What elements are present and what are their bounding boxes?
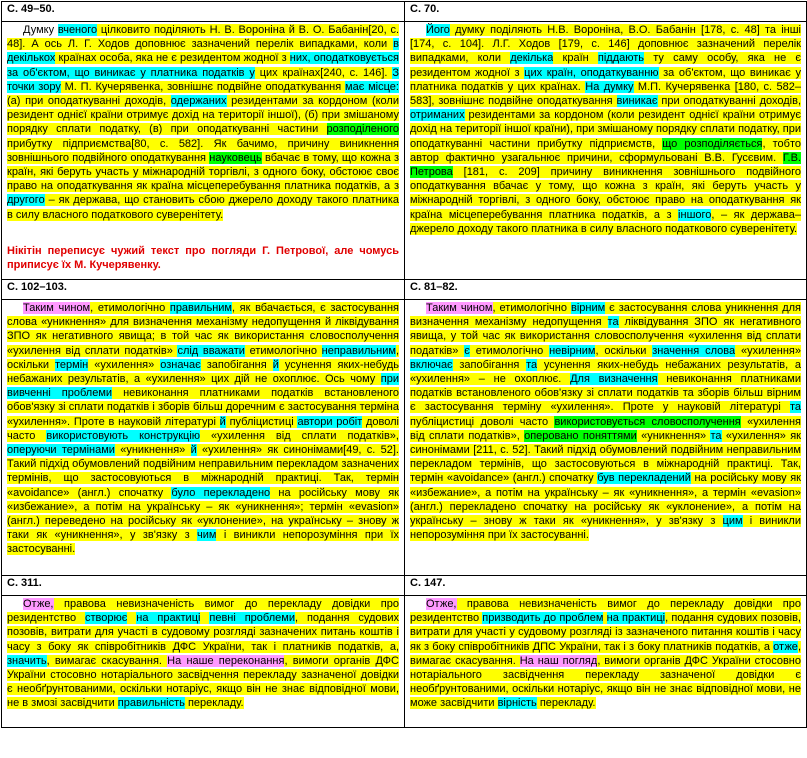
text-segment: (а) при оподаткуванні доходів, xyxy=(7,95,171,108)
text-segment: був перекладений xyxy=(597,472,691,485)
row3-right-page-ref: С. 147. xyxy=(405,576,807,596)
text-segment: значить xyxy=(7,654,47,667)
text-segment: і виникли непорозуміння при їх застосуванні. xyxy=(410,515,801,542)
text-segment: автори робіт xyxy=(297,415,363,428)
text-segment: Таким чином xyxy=(23,302,91,314)
text-segment: «ухилення» xyxy=(735,344,801,357)
text-segment: одержаних xyxy=(170,95,227,108)
text-segment: Для визначення xyxy=(570,373,658,386)
content-row-1 xyxy=(2,22,807,280)
text-segment: , оскільки xyxy=(7,344,399,371)
text-segment: правильним xyxy=(169,302,232,314)
text-segment: на російську мову як «избежание», а потім на українську – як «уникнення», а термін «evasion» (англ.) перекладено спочатку на російську як «уклонение», а потім на українську – знову ж таки як «уникнення», у зв'язку з xyxy=(410,472,801,528)
text-segment: неправильним xyxy=(321,344,396,357)
text-segment: , вимоги органів ДФС України стосовно нотаріального засвідчення перекладу зазначеної довідки є необґрунтованими, оскільки нотаріус, якщо він не знає відповідної мови, не в змозі засвідчити xyxy=(7,654,399,710)
row3-left-text xyxy=(7,597,399,711)
text-segment: , вимоги органів ДФС України стосовно нотаріального засвідчення перекладу зазначеної довідки є необґрунтованими, оскільки нотаріус, якщо він не знає відповідної мови, не може засвідчити xyxy=(410,654,801,710)
text-segment: «ухилення від сплати податків», xyxy=(410,415,801,442)
text-segment: запобігання xyxy=(452,358,527,371)
text-segment: країнах особа, яка не є резидентом жодної з xyxy=(55,52,290,65)
row2-left-page-ref: С. 102–103. xyxy=(2,280,405,300)
text-segment: М. П. Кучерявенка, зовнішнє подвійне оподаткування xyxy=(60,80,346,93)
text-segment: декілька xyxy=(510,52,554,65)
comparison-table xyxy=(1,1,807,728)
text-segment: виникає xyxy=(616,95,658,108)
text-segment: оперовано поняттями xyxy=(524,429,637,442)
text-segment: , вимагає скасування. xyxy=(410,640,801,667)
row3-left-cell xyxy=(2,596,405,728)
text-segment: етимологічно xyxy=(244,344,322,357)
row1-left-cell xyxy=(2,22,405,280)
text-segment: На наш погляд xyxy=(519,654,598,667)
text-segment: оперуючи термінами xyxy=(7,444,115,457)
text-segment: слід вважати xyxy=(177,344,245,357)
text-segment: ту саму особу, яка не є резидентом жодної з xyxy=(410,52,802,79)
text-segment: Таким чином xyxy=(426,302,493,314)
text-segment: вірним xyxy=(570,302,606,314)
text-segment: на практиці xyxy=(606,612,666,625)
text-segment: З точки зору xyxy=(7,66,399,93)
text-segment: Г.В. Петрова xyxy=(410,151,801,179)
text-segment: цим xyxy=(722,515,743,528)
header-row-3 xyxy=(2,576,807,596)
text-segment: , етимологічно xyxy=(492,302,571,314)
text-segment: цих країнах[240, с. 146]. xyxy=(254,66,393,79)
text-segment: , подання судових позовів, витрати для участі у судовому розгляді із зазначеного питання коштів і часу як з боку співробітників ДПС України, так і з боку платників податків, а xyxy=(410,612,801,653)
text-segment: , як вбачається, є застосування слова «уникнення» для визначення механізму недопущення й ліквідування ЗПО як негативного явища; в той час як використання словосполучення «ухилення від сплати податків» xyxy=(7,302,399,357)
text-segment: невиконання платниками податків встановленого обов'язку зі сплати податків і зборів більш доречним є застосування термінa «ухилення». Проте в науковій літературі xyxy=(7,387,400,428)
text-segment: , тобто автор фактично узагальнює причини, сформульовані В.В. Гусєвим. xyxy=(410,137,801,164)
header-row-1 xyxy=(2,2,807,22)
row3-right-cell xyxy=(405,596,807,728)
content-row-2 xyxy=(2,300,807,576)
text-segment: правова невизначеність вимог до перекладу довідки про резидентство xyxy=(7,598,399,625)
text-segment: має місце: xyxy=(345,80,399,93)
text-segment: цих країн, оподаткуванню xyxy=(524,66,659,79)
text-segment: на російську мову як «избежание», а потім на українську – як «уникнення»; термін «evasion» (англ.) переведено на російську як «уклонение», на українську – знову ж таки як «уникнення», у зв'язку з xyxy=(7,486,399,542)
row1-right-text xyxy=(410,23,801,236)
text-segment: правова невизначеність вимог до перекладу довідки про резидентство xyxy=(410,598,801,625)
text-segment: думку поділяють Н.В. Вороніна, В.О. Бабанін [178, с. 48] та інші [174, с. 104]. Л.Г. Ходов [179, с. 146] доповнює зазначений перелік випадками, коли xyxy=(410,24,801,65)
text-segment: запобігання xyxy=(200,358,273,371)
text-segment: призводить до проблем xyxy=(482,612,604,625)
text-segment: , – як держава–джерело доходу такого платника в силу власного податкового суверенітету. xyxy=(410,208,801,235)
text-segment: На думку xyxy=(585,80,634,93)
text-segment: певні проблеми xyxy=(209,612,295,625)
text-segment: і виникли непорозуміння при їх застосуванні. xyxy=(7,529,400,556)
row1-left-text xyxy=(7,23,399,222)
text-segment: перекладу. xyxy=(184,697,244,710)
text-segment: Думку xyxy=(23,24,58,36)
text-segment: значення слова xyxy=(652,344,736,357)
text-segment: що розподіляється xyxy=(662,137,763,150)
text-segment: є xyxy=(464,344,470,357)
text-segment: використовують конструкцію xyxy=(46,429,201,442)
text-segment: «ухилення» xyxy=(88,358,161,371)
plagiarism-note: Нікітін переписує чужий текст про погляди Г. Петрової, але чомусь приписує їх М. Кучерявенку. xyxy=(7,244,399,272)
text-segment: , етимологічно xyxy=(90,302,170,314)
text-segment xyxy=(127,612,136,624)
text-segment: прибутку підприємства[80, с. 582]. Як бачимо, причину виникнення зовнішнього подвійного оподаткування xyxy=(7,137,399,164)
text-segment: М.П. Кучерявенка [180, с. 582–583], зовнішнє подвійне оподаткування xyxy=(410,80,801,108)
text-segment: усунення яких-небудь небажаних результатів, а «ухилення» – не охоплює. xyxy=(410,358,801,386)
text-segment: термін xyxy=(54,358,89,371)
text-segment: Отже, xyxy=(426,598,457,610)
row1-right-cell xyxy=(405,22,807,280)
text-segment: , вимагає скасування. xyxy=(46,654,168,667)
text-segment: «ухилення» як синонімами [211, с. 52]. Такий підхід обумовлений подвійним неправильним перекладом термінів, що застосовуються в міжнародній практиці. Так, термін «avoidance» (англ.) спочатку xyxy=(410,429,801,485)
text-segment: включає xyxy=(410,358,453,371)
text-segment: використовується словосполучення xyxy=(554,415,741,428)
text-segment: отже xyxy=(773,640,798,653)
text-segment: другого xyxy=(7,194,45,207)
content-row-3 xyxy=(2,596,807,728)
text-segment: країн xyxy=(553,52,598,65)
text-segment: й xyxy=(219,415,226,428)
text-segment: ліквідування ЗПО як негативного явища, у той час як використання словосполучення «ухилення від сплати податків» xyxy=(410,316,802,357)
text-segment: «уникнення» xyxy=(636,429,711,442)
text-segment: «ухилення» як синонімами[49, с. 52]. Такий підхід обумовлений подвійним неправильним перекладом зазначених термінів, що застосовуються в міжнародній практиці. Так, термін «avoidance» (англ.) спочатку xyxy=(7,444,399,499)
text-segment: , подання судових позовів, витрати для участі в судовому розгляді зазначених питань коштів і часу з боку як співробітників ДФС України, так і платників податків, а, xyxy=(7,612,399,653)
text-segment: перекладу. xyxy=(536,697,596,710)
text-segment: «уникнення» xyxy=(114,444,191,457)
text-segment: та xyxy=(526,358,538,371)
text-segment: Його xyxy=(426,24,450,36)
text-segment: невиконання платниками податків встановленого обов'язку зі сплати податків та зборів більш вірним є застосування терміну «ухилення». Проте у науковій літературі xyxy=(410,373,801,414)
row2-left-text xyxy=(7,301,399,557)
text-segment: розподіленого xyxy=(326,123,399,136)
text-segment: цілковито поділяють Н. В. Вороніна й В. О. Бабанін[20, с. 48]. А ось Л. Г. Ходов доповнює зазначений перелік випадками, коли xyxy=(7,24,400,51)
text-segment: Отже, xyxy=(23,598,54,610)
text-segment: «ухилення від сплати податків», xyxy=(200,429,399,442)
text-segment: вченого xyxy=(57,24,98,36)
header-row-2 xyxy=(2,280,807,300)
text-segment: й xyxy=(190,444,197,457)
text-segment: за об'єктом, що виникає у платника податків у цих країнах. xyxy=(410,66,801,93)
text-segment: отриманих xyxy=(410,109,465,122)
text-segment: було перекладено xyxy=(171,486,271,499)
text-segment: резидентами за кордоном (коли резидент однієї країни отримує дохід на території іншої країни), при змішаному порядку сплати податку, при оподаткуванні частини прибутку підприємств, xyxy=(410,109,801,150)
text-segment: піддають xyxy=(597,52,645,65)
text-segment: доволі часто xyxy=(7,415,399,442)
row3-left-page-ref: С. 311. xyxy=(2,576,405,596)
text-segment: та xyxy=(607,316,619,329)
row3-right-text xyxy=(410,597,801,711)
text-segment: та xyxy=(710,429,722,442)
text-segment: в декількох xyxy=(7,38,399,65)
row1-left-page-ref: С. 49–50. xyxy=(2,2,405,22)
text-segment: правильність xyxy=(117,697,185,710)
row2-right-page-ref: С. 81–82. xyxy=(405,280,807,300)
text-segment: створює xyxy=(85,612,128,625)
text-segment: на практиці xyxy=(136,612,201,625)
text-segment: означає xyxy=(160,358,201,371)
text-segment: На наше переконання xyxy=(167,654,285,667)
text-segment: [181, с. 209] причину виникнення зовнішнього подвійного оподаткування вбачає у тому, що кожна з країн, які беруть участь у міжнародній торгівлі, з одного боку, обстоює право на оподаткування як країна місцеперебування платника податків, а з xyxy=(410,166,801,221)
text-segment: та xyxy=(789,401,801,414)
text-segment: – як держава, що становить сбою джерело доходу такого платника в силу власного податкового суверенітету. xyxy=(7,194,399,221)
text-segment: , оскільки xyxy=(595,344,653,357)
text-segment: публіцистиці доволі часто xyxy=(410,415,555,428)
text-segment: усунення яких-небудь небажаних результатів, а «ухилення» цих дій не охоплює. Ось чому xyxy=(7,358,400,386)
text-segment: резидентами за кордоном (коли резидент однієї країни отримує дохід на території іншої), (б) при змішаному порядку сплати податку, (в) при оподаткуванні частини xyxy=(7,95,399,136)
text-segment: науковець xyxy=(209,151,262,164)
text-segment: при вивченні проблеми xyxy=(7,373,399,400)
text-segment: є застосування слова уникнення для визначення механізму недопущення xyxy=(410,302,801,329)
text-segment: них, оподатковується за об'єктом, що виникає у платника податків у xyxy=(7,52,399,79)
text-segment: чим xyxy=(197,529,217,542)
text-segment: публіцистиці xyxy=(225,415,298,428)
row2-right-cell xyxy=(405,300,807,576)
text-segment: вбачає в тому, що кожна з країн, які беруть участь у міжнародній торгівлі, з одного боку, обстоює своє право на оподаткування як країна місцеперебування платника податків, а з xyxy=(7,151,399,193)
text-segment: при оподаткуванні доходів, xyxy=(657,95,802,108)
row2-left-cell xyxy=(2,300,405,576)
text-segment: етимологічно xyxy=(469,344,550,357)
text-segment: й xyxy=(272,358,279,371)
text-segment: іншого xyxy=(678,208,712,221)
text-segment: вірність xyxy=(497,697,537,710)
text-segment: невірним xyxy=(549,344,596,357)
row2-right-text xyxy=(410,301,801,542)
row1-right-page-ref: С. 70. xyxy=(405,2,807,22)
